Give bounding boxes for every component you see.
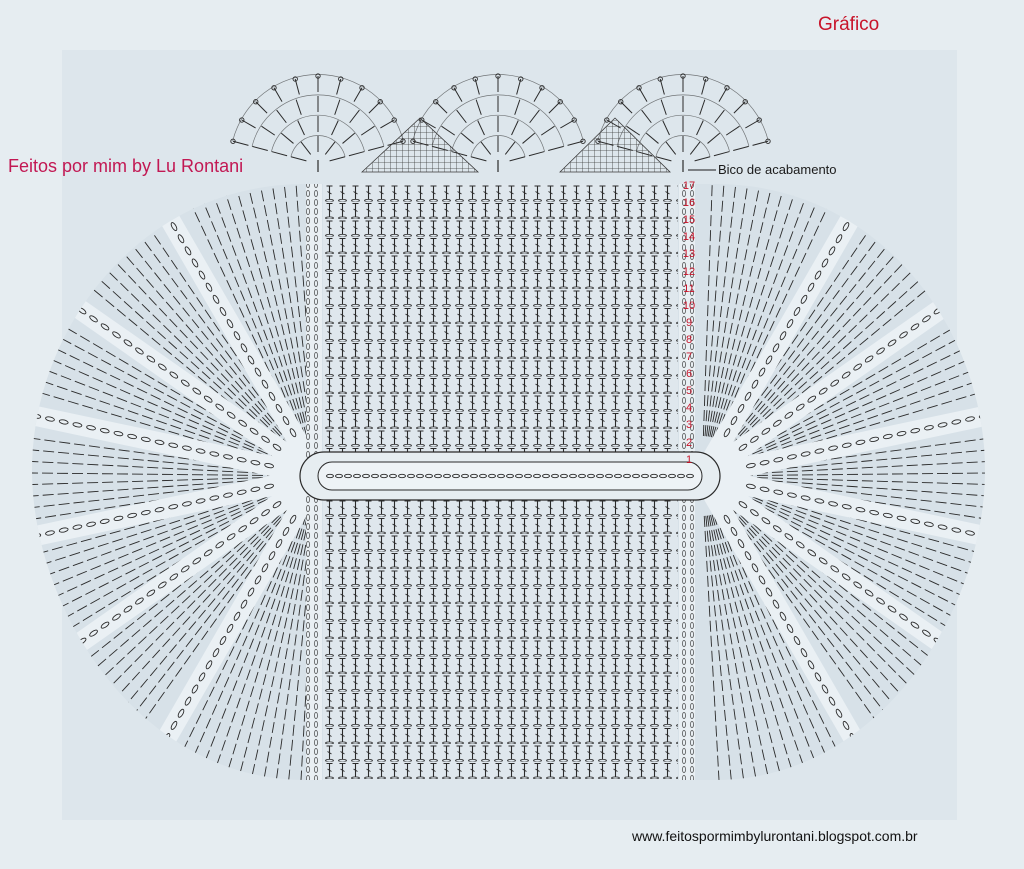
row-number-column — [676, 181, 702, 471]
author-watermark: Feitos por mim by Lu Rontani — [8, 156, 244, 176]
row-number: 15 — [682, 214, 696, 227]
row-number: 13 — [682, 248, 696, 261]
row-number: 16 — [682, 197, 696, 210]
row-number: 1 — [685, 453, 693, 466]
row-number: 12 — [682, 265, 696, 278]
row-number: 17 — [682, 180, 696, 192]
row-number: 14 — [682, 231, 696, 244]
row-number: 5 — [685, 385, 693, 398]
row-number: 10 — [682, 299, 696, 312]
row-number: 9 — [685, 316, 693, 329]
row-number: 8 — [685, 333, 693, 346]
row-number: 7 — [685, 351, 693, 363]
site-url: www.feitospormimbylurontani.blogspot.com.br — [632, 828, 918, 844]
foundation-chain — [300, 452, 720, 500]
chart-title: Gráfico — [818, 14, 880, 35]
row-number: 11 — [683, 282, 695, 295]
row-number: 6 — [685, 368, 693, 381]
finishing-edge-label: Bico de acabamento — [718, 162, 837, 177]
row-number: 4 — [685, 402, 693, 415]
row-number: 3 — [685, 419, 693, 432]
row-number: 2 — [685, 436, 693, 449]
